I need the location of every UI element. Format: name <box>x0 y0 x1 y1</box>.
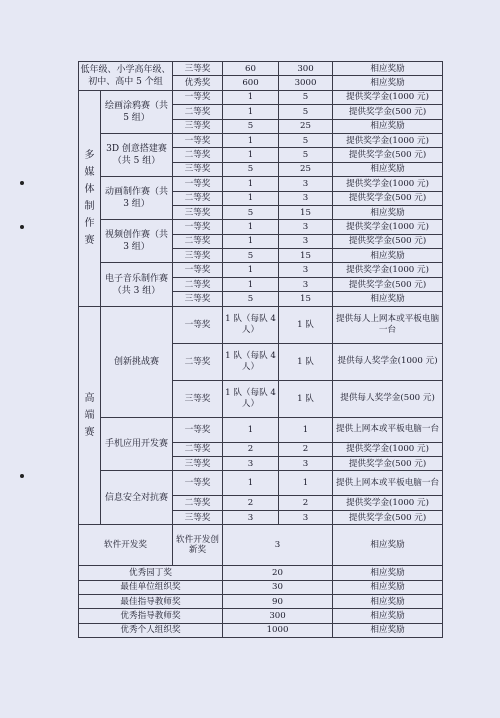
prize-cell: 二等奖 <box>173 496 223 510</box>
count-cell: 1 <box>223 148 279 162</box>
category-cell: 软件开发奖 <box>79 525 173 566</box>
prize-cell: 优秀奖 <box>173 76 223 90</box>
count-cell: 25 <box>279 119 333 133</box>
award-name-cell: 优秀指导教师奖 <box>79 609 223 623</box>
count-cell: 600 <box>223 76 279 90</box>
table-row <box>79 594 443 608</box>
reward-cell: 相应奖励 <box>333 119 443 133</box>
prize-cell: 三等奖 <box>173 457 223 471</box>
reward-cell: 相应奖励 <box>333 249 443 263</box>
count-cell: 15 <box>279 249 333 263</box>
group-name-cell: 电子音乐制作赛（共 3 组） <box>101 263 173 306</box>
count-cell: 3000 <box>279 76 333 90</box>
count-cell: 1 队 <box>279 380 333 417</box>
reward-cell: 提供奖学金(1000 元) <box>333 177 443 191</box>
count-cell: 1000 <box>223 623 333 637</box>
table-row <box>79 580 443 594</box>
award-name-cell: 最佳单位组织奖 <box>79 580 223 594</box>
margin-dot <box>20 474 24 478</box>
reward-cell: 提供奖学金(1000 元) <box>333 220 443 234</box>
count-cell: 90 <box>223 594 333 608</box>
count-cell: 30 <box>223 580 333 594</box>
count-cell: 2 <box>223 442 279 456</box>
reward-cell: 相应奖励 <box>333 623 443 637</box>
count-cell: 1 <box>223 234 279 248</box>
reward-cell: 提供奖学金(500 元) <box>333 105 443 119</box>
count-cell: 1 <box>223 277 279 291</box>
reward-cell: 提供每人奖学金(1000 元) <box>333 343 443 380</box>
prize-cell: 三等奖 <box>173 380 223 417</box>
count-cell: 5 <box>223 119 279 133</box>
prize-cell: 二等奖 <box>173 343 223 380</box>
awards-table <box>78 61 443 638</box>
reward-cell: 提供奖学金(500 元) <box>333 191 443 205</box>
reward-cell: 提供每人上网本或平板电脑一台 <box>333 306 443 343</box>
count-cell: 5 <box>279 133 333 147</box>
count-cell: 60 <box>223 62 279 76</box>
group-name-cell: 手机应用开发赛 <box>101 417 173 471</box>
prize-cell: 二等奖 <box>173 105 223 119</box>
prize-cell: 二等奖 <box>173 191 223 205</box>
count-cell: 3 <box>279 263 333 277</box>
group-name-cell: 动画制作赛（共 3 组） <box>101 177 173 220</box>
prize-cell: 一等奖 <box>173 471 223 496</box>
count-cell: 300 <box>223 609 333 623</box>
reward-cell: 相应奖励 <box>333 292 443 306</box>
prize-cell: 二等奖 <box>173 277 223 291</box>
table-row <box>79 133 443 147</box>
reward-cell: 提供奖学金(1000 元) <box>333 263 443 277</box>
reward-cell: 相应奖励 <box>333 594 443 608</box>
group-name-cell: 视频创作赛（共 3 组） <box>101 220 173 263</box>
prize-cell: 一等奖 <box>173 177 223 191</box>
prize-cell: 一等奖 <box>173 133 223 147</box>
group-name-cell: 创新挑战赛 <box>101 306 173 417</box>
count-cell: 5 <box>223 292 279 306</box>
count-cell: 3 <box>279 457 333 471</box>
count-cell: 1 <box>279 417 333 442</box>
prize-cell: 一等奖 <box>173 90 223 104</box>
reward-cell: 提供奖学金(1000 元) <box>333 133 443 147</box>
table-row <box>79 623 443 637</box>
group-name-cell: 3D 创意搭建赛（共 5 组） <box>101 133 173 176</box>
count-cell: 25 <box>279 162 333 176</box>
count-cell: 20 <box>223 566 333 580</box>
prize-cell: 一等奖 <box>173 417 223 442</box>
table-row <box>79 220 443 234</box>
reward-cell: 提供奖学金(500 元) <box>333 234 443 248</box>
group-name-cell: 绘画涂鸦赛（共 5 组） <box>101 90 173 133</box>
count-cell: 5 <box>223 249 279 263</box>
reward-cell: 相应奖励 <box>333 580 443 594</box>
reward-cell: 提供奖学金(1000 元) <box>333 90 443 104</box>
count-cell: 2 <box>223 496 279 510</box>
award-name-cell: 优秀园丁奖 <box>79 566 223 580</box>
reward-cell: 提供奖学金(1000 元) <box>333 496 443 510</box>
count-cell: 1 队 <box>279 306 333 343</box>
count-cell: 5 <box>223 162 279 176</box>
reward-cell: 相应奖励 <box>333 76 443 90</box>
count-cell: 3 <box>223 510 279 524</box>
count-cell: 15 <box>279 205 333 219</box>
table-row <box>79 609 443 623</box>
count-cell: 1 <box>223 133 279 147</box>
group-name-cell: 信息安全对抗赛 <box>101 471 173 525</box>
prize-cell: 三等奖 <box>173 292 223 306</box>
reward-cell: 提供奖学金(500 元) <box>333 510 443 524</box>
table-row <box>79 177 443 191</box>
count-cell: 2 <box>279 496 333 510</box>
advanced-category-cell: 高端赛 <box>79 306 101 525</box>
table-row <box>79 417 443 442</box>
count-cell: 1 <box>223 177 279 191</box>
prize-cell: 一等奖 <box>173 306 223 343</box>
count-cell: 3 <box>279 234 333 248</box>
reward-cell: 提供上网本或平板电脑一台 <box>333 417 443 442</box>
table-row <box>79 263 443 277</box>
category-cell: 低年级、小学高年级、初中、高中 5 个组 <box>79 62 173 91</box>
prize-cell: 三等奖 <box>173 162 223 176</box>
table-row <box>79 306 443 343</box>
reward-cell: 提供奖学金(500 元) <box>333 148 443 162</box>
margin-dot <box>20 225 24 229</box>
count-cell: 1 <box>223 191 279 205</box>
reward-cell: 提供上网本或平板电脑一台 <box>333 471 443 496</box>
prize-cell: 二等奖 <box>173 234 223 248</box>
award-name-cell: 优秀个人组织奖 <box>79 623 223 637</box>
count-cell: 3 <box>279 191 333 205</box>
reward-cell: 相应奖励 <box>333 62 443 76</box>
count-cell: 5 <box>279 105 333 119</box>
prize-cell: 二等奖 <box>173 148 223 162</box>
prize-cell: 软件开发创新奖 <box>173 525 223 566</box>
count-cell: 1 <box>223 90 279 104</box>
reward-cell: 相应奖励 <box>333 609 443 623</box>
count-cell: 2 <box>279 442 333 456</box>
count-cell: 1 <box>223 263 279 277</box>
prize-cell: 三等奖 <box>173 62 223 76</box>
count-cell: 1 <box>223 471 279 496</box>
prize-cell: 三等奖 <box>173 510 223 524</box>
count-cell: 3 <box>223 525 333 566</box>
reward-cell: 相应奖励 <box>333 525 443 566</box>
reward-cell: 提供奖学金(1000 元) <box>333 442 443 456</box>
reward-cell: 提供奖学金(500 元) <box>333 457 443 471</box>
table-row <box>79 62 443 76</box>
count-cell: 1 队 <box>279 343 333 380</box>
count-cell: 3 <box>223 457 279 471</box>
count-cell: 5 <box>279 148 333 162</box>
count-cell: 1 <box>223 417 279 442</box>
prize-cell: 一等奖 <box>173 220 223 234</box>
count-cell: 3 <box>279 277 333 291</box>
count-cell: 1 队（每队 4 人） <box>223 380 279 417</box>
count-cell: 1 队（每队 4 人） <box>223 306 279 343</box>
prize-cell: 三等奖 <box>173 249 223 263</box>
table-row <box>79 90 443 104</box>
prize-cell: 三等奖 <box>173 205 223 219</box>
count-cell: 3 <box>279 177 333 191</box>
count-cell: 5 <box>279 90 333 104</box>
count-cell: 1 <box>223 105 279 119</box>
count-cell: 3 <box>279 510 333 524</box>
table-row <box>79 471 443 496</box>
prize-cell: 一等奖 <box>173 263 223 277</box>
count-cell: 300 <box>279 62 333 76</box>
prize-cell: 三等奖 <box>173 119 223 133</box>
multimedia-category-cell: 多媒体制作赛 <box>79 90 101 306</box>
count-cell: 5 <box>223 205 279 219</box>
count-cell: 1 <box>279 471 333 496</box>
margin-dot <box>20 181 24 185</box>
count-cell: 1 队（每队 4 人） <box>223 343 279 380</box>
count-cell: 1 <box>223 220 279 234</box>
reward-cell: 提供每人奖学金(500 元) <box>333 380 443 417</box>
reward-cell: 相应奖励 <box>333 205 443 219</box>
count-cell: 15 <box>279 292 333 306</box>
reward-cell: 相应奖励 <box>333 162 443 176</box>
count-cell: 3 <box>279 220 333 234</box>
reward-cell: 相应奖励 <box>333 566 443 580</box>
award-name-cell: 最佳指导教师奖 <box>79 594 223 608</box>
prize-cell: 二等奖 <box>173 442 223 456</box>
table-row <box>79 566 443 580</box>
table-row <box>79 525 443 566</box>
reward-cell: 提供奖学金(500 元) <box>333 277 443 291</box>
